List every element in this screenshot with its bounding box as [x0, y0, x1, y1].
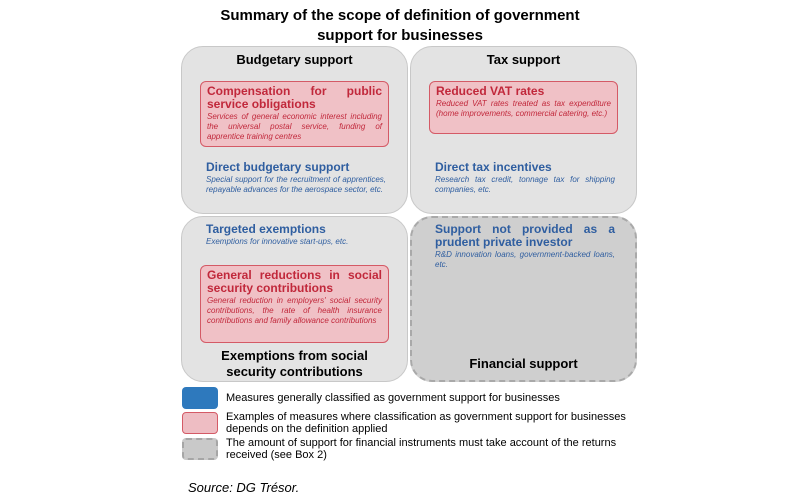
prudent-investor-item: [435, 223, 615, 270]
compensation-box: [200, 81, 389, 147]
source-note: Source: DG Trésor.: [188, 480, 300, 495]
direct-budgetary-item: [206, 161, 386, 195]
exemptions-quadrant: [181, 216, 408, 382]
exemptions-title-line-1: Exemptions from social: [221, 348, 368, 363]
direct-tax-item: [435, 161, 615, 195]
direct-tax-title: Direct tax incentives: [435, 160, 552, 174]
title-line-2: support for businesses: [317, 27, 483, 44]
financial-support-quadrant: [410, 216, 637, 382]
legend-grey-swatch: [182, 438, 218, 460]
reduced-vat-title: Reduced VAT rates: [436, 84, 545, 98]
legend-grey-text: The amount of support for financial instruments must take account of the returns received (see Box 2): [226, 437, 617, 461]
targeted-exemptions-item: [206, 223, 386, 247]
exemptions-title: [182, 348, 407, 380]
legend-pink-swatch: [182, 412, 218, 434]
financial-support-title: Financial support: [469, 356, 578, 371]
budgetary-support-quadrant: [181, 46, 408, 214]
diagram-title: [160, 6, 640, 46]
tax-support-quadrant: [410, 46, 637, 214]
legend-blue-swatch: [182, 387, 218, 409]
exemptions-title-line-2: security contributions: [226, 364, 363, 379]
prudent-investor-desc: R&D innovation loans, government-backed loans, etc.: [435, 250, 615, 269]
compensation-desc: Services of general economic interest including the universal postal service, funding of apprentice training centres: [207, 112, 382, 141]
general-reductions-desc: General reduction in employers' social security contributions, the rate of health insurance contributions and family allowance contributions: [207, 296, 382, 325]
general-reductions-title: General reductions in social security contributions: [207, 268, 382, 295]
direct-tax-desc: Research tax credit, tonnage tax for shipping companies, etc.: [435, 175, 615, 194]
compensation-title: Compensation for public service obligations: [207, 84, 382, 111]
title-line-1: Summary of the scope of definition of government: [220, 7, 580, 24]
direct-budgetary-desc: Special support for the recruitment of apprentices, repayable advances for the aerospace sector, etc.: [206, 175, 386, 194]
legend-pink-text: Examples of measures where classification as government support for businesses depends on the definition applied: [226, 411, 626, 435]
prudent-investor-title: Support not provided as a prudent private investor: [435, 222, 615, 249]
reduced-vat-box: [429, 81, 618, 134]
legend-blue-text: Measures generally classified as government support for businesses: [226, 392, 560, 404]
direct-budgetary-title: Direct budgetary support: [206, 160, 350, 174]
tax-support-title: Tax support: [486, 52, 561, 67]
targeted-exemptions-desc: Exemptions for innovative start-ups, etc.: [206, 237, 349, 246]
general-reductions-box: [200, 265, 389, 343]
reduced-vat-desc: Reduced VAT rates treated as tax expenditure (home improvements, commercial catering, etc.): [436, 99, 611, 118]
targeted-exemptions-title: Targeted exemptions: [206, 222, 326, 236]
budgetary-support-title: Budgetary support: [236, 52, 353, 67]
